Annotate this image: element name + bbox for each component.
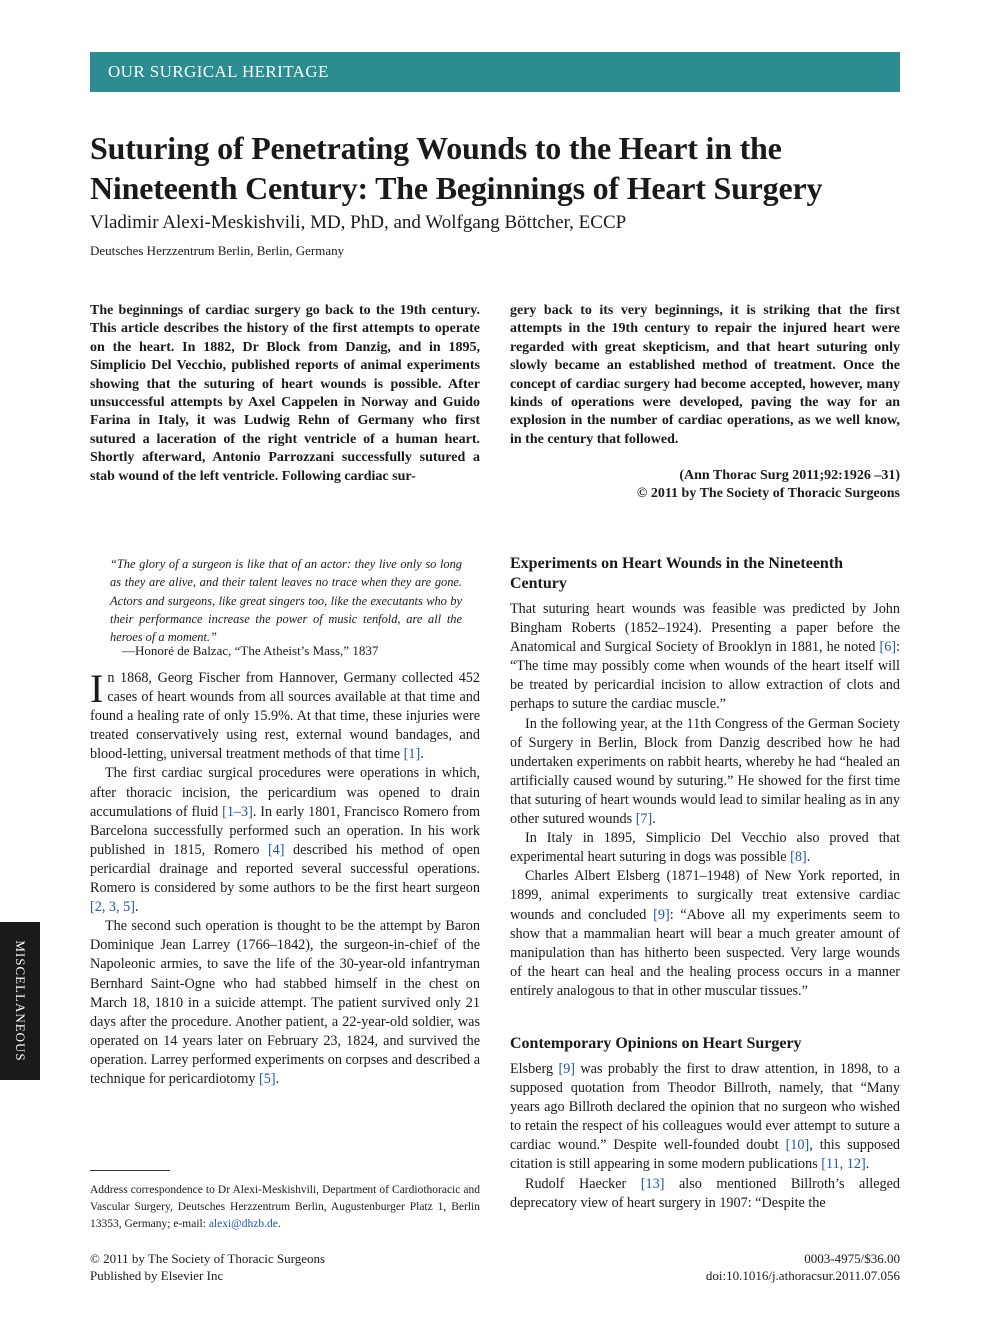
citation-link[interactable]: [2, 3, 5] — [90, 899, 135, 916]
section-heading: Contemporary Opinions on Heart Surgery — [510, 1035, 802, 1052]
authors: Vladimir Alexi-Meskishvili, MD, PhD, and Wolfgang Böttcher, ECCP — [90, 212, 627, 233]
section-side-tab — [0, 922, 40, 1080]
body-paragraph: The second such operation is thought to be the attempt by Baron Dominique Jean Larrey (1766–1842), the surgeon-in-chief of the Napoleonic armies, to save the life of the 30-year-old infantryman Bernhard Saint-Ogne who had stabbed himself in the chest on March 18, 1810 in a suicide attempt. The patient survived only 21 days after the procedure. Another patient, a 22-year-old soldier, was operated on 14 years later on February 23, 1824, and survived the operation. Larrey performed experiments on corpses and described a technique for pericardiotomy [5]. — [90, 918, 480, 1087]
email-link[interactable]: alexi@dhzb.de — [208, 1218, 278, 1230]
footer-copyright: © 2011 by The Society of Thoracic Surgeons — [90, 1251, 326, 1266]
citation-link[interactable]: [1–3] — [222, 803, 253, 820]
abstract-right: gery back to its very beginnings, it is striking that the first attempts in the 19th century to repair the injured heart were regarded with great skepticism, and that heart suturing only slowly became an established method of treatment. Once the concept of cardiac surgery had become accepted, however, many kinds of operations were developed, paving the way for an explosion in the number of cardiac operations, as we well know, in the century that followed. — [510, 303, 900, 447]
citation-link[interactable]: [11, 12] — [821, 1156, 866, 1173]
footer-doi: doi:10.1016/j.athoracsur.2011.07.056 — [705, 1268, 900, 1283]
right-body-column-2 — [510, 1060, 900, 1213]
body-paragraph: Charles Albert Elsberg (1871–1948) of New York reported, in 1899, animal experiments to surgically treat extensive cardiac wounds and concluded [9]: “Above all my experiments seem to show that a mammalian heart will bear a much greater amount of manipulation than has hitherto been suspected. Very large wounds of the heart can heal and the healing process occurs in a manner entirely analogous to that in other muscular tissues.” — [510, 868, 900, 999]
citation-link[interactable]: [10] — [785, 1137, 810, 1154]
citation-link[interactable]: [6] — [879, 639, 897, 656]
footer-price: 0003-4975/$36.00 — [804, 1251, 900, 1266]
citation-link[interactable]: [8] — [790, 849, 807, 866]
body-paragraph: That suturing heart wounds was feasible was predicted by John Bingham Roberts (1852–1924). Presenting a paper before the Anatomical and Surgical Society of Brooklyn in 1881, he noted [6]: “The time may possibly come when wounds of the heart itself will be treated by pericardial incision to allow extraction of clots and perhaps to suture the cardiac muscle.” — [510, 601, 900, 713]
body-paragraph: Elsberg [9] was probably the first to draw attention, in 1898, to a supposed quotation from Theodor Billroth, namely, that “Many years ago Billroth declared the opinion that no surgeon who wished to retain the respect of his colleagues would ever attempt to suture a cardiac wound.” Despite well-founded doubt [10], this supposed citation is still appearing in some modern publications [11, 12]. — [510, 1061, 900, 1173]
body-paragraph: Rudolf Haecker [13] also mentioned Billroth’s alleged deprecatory view of heart surgery in 1907: “Despite the — [510, 1175, 900, 1211]
journal-citation: (Ann Thorac Surg 2011;92:1926 –31) — [679, 468, 900, 483]
epigraph-quote: “The glory of a surgeon is like that of an actor: they live only so long as they are alive, and their talent leaves no trace when they are gone. Actors and surgeons, like great singers too, like the executants who by their performance increase the power of music tenfold, are all the heroes of a moment.” — [110, 557, 462, 645]
body-paragraph: The first cardiac surgical procedures were operations in which, after thoracic incision, the pericardium was opened to drain accumulations of fluid [1–3]. In early 1801, Francisco Romero from Barcelona successfully performed such an operation. In his work published in 1815, Romero [4] described his method of open pericardial drainage and reported several successful operations. Romero is considered by some authors to be the first heart surgeon [2, 3, 5]. — [90, 765, 481, 916]
title-line-1: Suturing of Penetrating Wounds to the Heart in the — [90, 130, 782, 166]
footer-left — [90, 1250, 325, 1284]
left-body-column — [90, 666, 481, 1089]
citation-link[interactable]: [1] — [403, 746, 421, 763]
body-paragraph: In Italy in 1895, Simplicio Del Vecchio also proved that experimental heart suturing in dogs was possible [8]. — [510, 830, 900, 866]
right-body-column-1 — [510, 600, 900, 1001]
title-line-2: Nineteenth Century: The Beginnings of Heart Surgery — [90, 170, 823, 206]
section-banner — [90, 52, 900, 92]
citation-link[interactable]: [13] — [640, 1175, 665, 1192]
section-heading: Experiments on Heart Wounds in the Nineteenth Century — [510, 555, 844, 592]
body-paragraph: In the following year, at the 11th Congress of the German Society of Surgery in Berlin, Block from Danzig described how he had undertaken experiments on rabbit hearts, whereby he had “healed an artificially caused wound by suturing.” He showed for the first time that suturing of heart wounds would lead to similar healing as in any other sutured wounds [7]. — [510, 715, 900, 828]
abstract-left: The beginnings of cardiac surgery go back to the 19th century. This article describes the history of the first attempts to operate on the heart. In 1882, Dr Block from Danzig, and in 1895, Simplicio Del Vecchio, published reports of animal experiments showing that the suturing of heart wounds is possible. After unsuccessful attempts by Axel Cappelen in Norway and Guido Farina in Italy, it was Ludwig Rehn of Germany who first sutured a laceration of the right ventricle of a human heart. Shortly afterward, Antonio Parrozzani successfully sutured a stab wound of the left ventricle. Following cardiac sur- — [90, 303, 480, 484]
citation-link[interactable]: [9] — [558, 1061, 576, 1077]
citation-link[interactable]: [9] — [653, 906, 670, 923]
epigraph-attribution: —Honoré de Balzac, “The Atheist’s Mass,” 1837 — [122, 643, 379, 658]
article-title — [90, 128, 900, 208]
banner-label: OUR SURGICAL HERITAGE — [108, 62, 329, 81]
drop-cap: I — [90, 666, 104, 711]
footer-publisher: Published by Elsevier Inc — [90, 1268, 224, 1283]
footnote-divider — [90, 1170, 170, 1171]
citation-link[interactable]: [7] — [635, 811, 653, 828]
side-tab-label: MISCELLANEOUS — [13, 940, 28, 1062]
affiliation: Deutsches Herzzentrum Berlin, Berlin, Germany — [90, 243, 345, 258]
footer-right — [706, 1250, 900, 1284]
correspondence-footnote: Address correspondence to Dr Alexi-Meskishvili, Department of Cardiothoracic and Vascular Surgery, Deutsches Herzzentrum Berlin, Augustenburger Platz 1, Berlin 13353, Germany; e-mail: alexi@dhzb.de. — [90, 1184, 480, 1230]
abstract-copyright: © 2011 by The Society of Thoracic Surgeons — [636, 486, 900, 501]
citation-link[interactable]: [5] — [259, 1070, 276, 1087]
citation-link[interactable]: [4] — [267, 841, 285, 858]
body-paragraph: In 1868, Georg Fischer from Hannover, Germany collected 452 cases of heart wounds from all sources available at that time and found a healing rate of only 15.9%. At that time, these injuries were treated conservatively using rest, external wound bandages, and blood-letting, universal treatment methods of that time [1]. — [90, 666, 480, 763]
